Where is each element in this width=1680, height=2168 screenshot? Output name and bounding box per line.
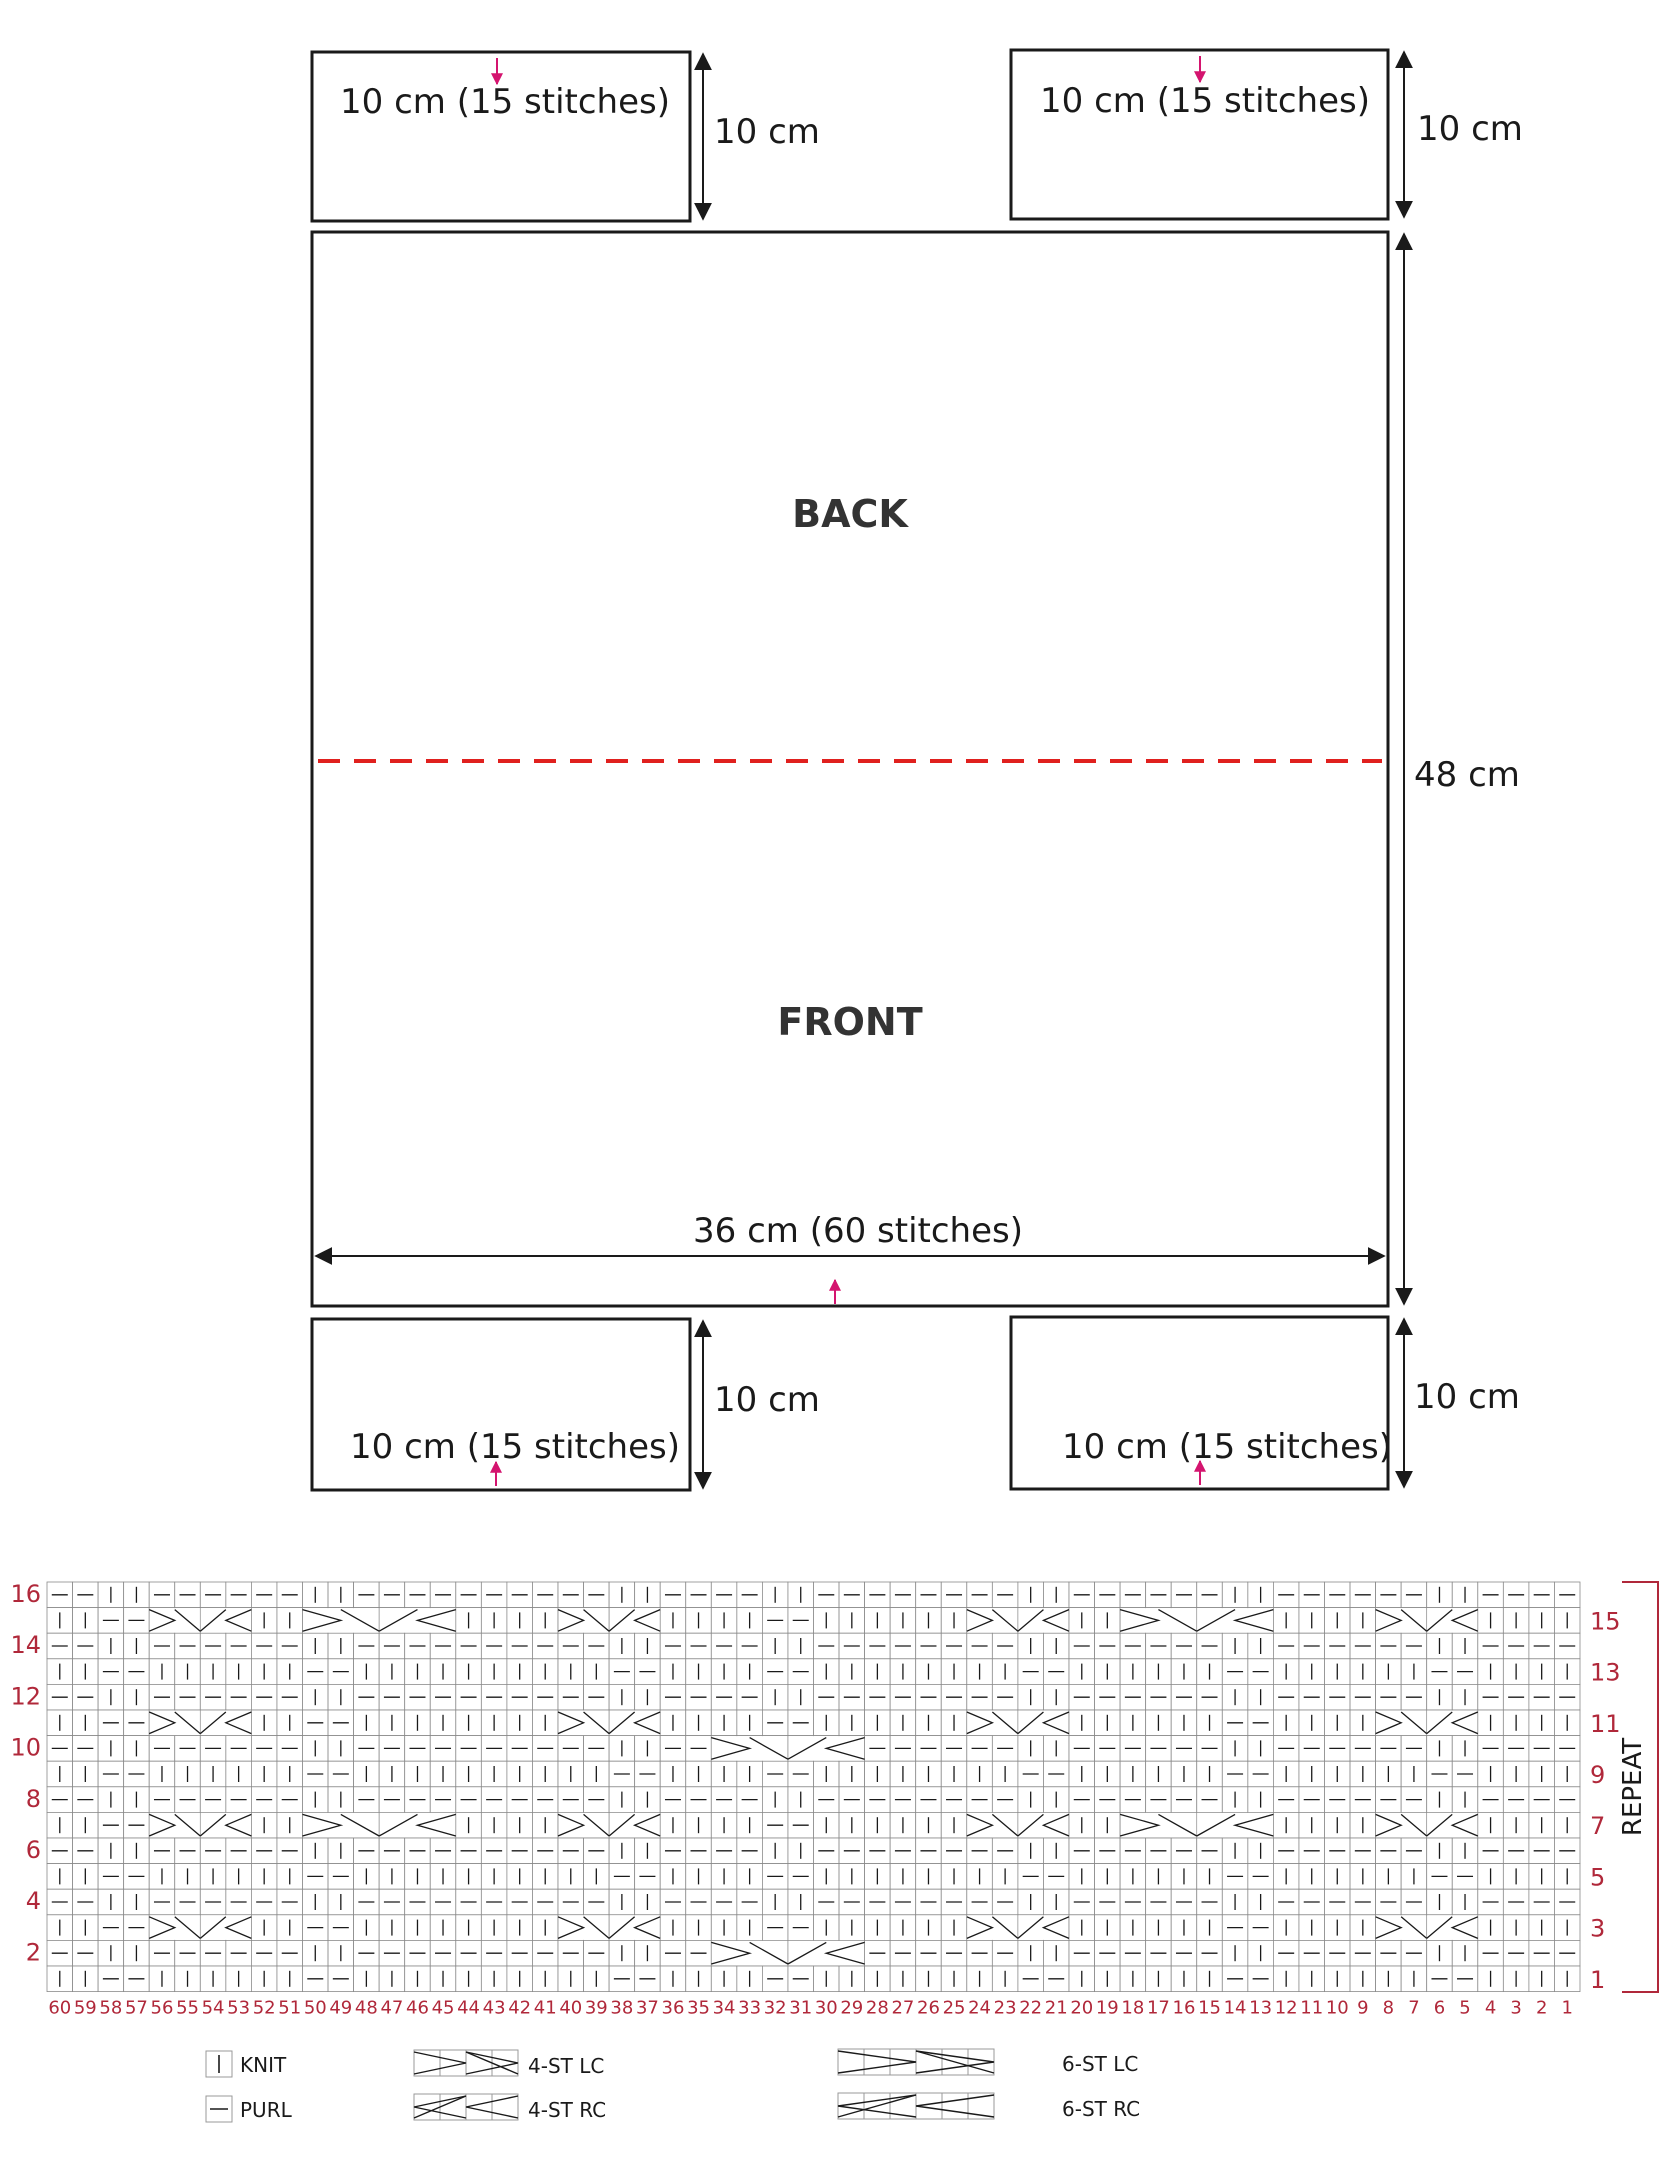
column-number: 31 — [789, 1997, 813, 2019]
column-number: 18 — [1121, 1997, 1145, 2019]
column-number: 6 — [1433, 1997, 1446, 2019]
column-number: 50 — [303, 1997, 327, 2019]
row-number-right: 5 — [1590, 1863, 1606, 1892]
column-number: 49 — [329, 1997, 353, 2019]
row-number-right: 9 — [1590, 1760, 1606, 1789]
legend-knit — [206, 2051, 287, 2077]
column-number: 44 — [457, 1997, 481, 2019]
legend-knit-label: KNIT — [240, 2053, 287, 2077]
column-number: 13 — [1249, 1997, 1273, 2019]
tab-height-label: 10 cm — [1417, 109, 1523, 149]
column-number: 55 — [176, 1997, 199, 2019]
column-number: 33 — [738, 1997, 762, 2019]
legend-swatch-cell — [942, 2093, 968, 2119]
column-number: 47 — [380, 1997, 404, 2019]
row-number-right: 3 — [1590, 1914, 1606, 1943]
column-number: 8 — [1382, 1997, 1395, 2019]
tab-width-label: 10 cm (15 stitches) — [1062, 1427, 1392, 1467]
column-number: 10 — [1325, 1997, 1349, 2019]
column-number: 56 — [150, 1997, 174, 2019]
column-number: 2 — [1535, 1997, 1548, 2019]
row-number-left: 14 — [10, 1631, 41, 1660]
schematic — [312, 50, 1523, 1490]
column-number: 38 — [610, 1997, 634, 2019]
column-number: 48 — [354, 1997, 378, 2019]
column-number: 53 — [227, 1997, 251, 2019]
back-label: BACK — [792, 492, 908, 536]
tab-top-right — [1011, 50, 1523, 219]
height-label: 48 cm — [1414, 755, 1520, 795]
column-number: 4 — [1484, 1997, 1497, 2019]
row-number-right: 1 — [1590, 1965, 1606, 1994]
stitch-chart — [10, 1580, 1658, 2019]
column-number: 27 — [891, 1997, 915, 2019]
tab-width-label: 10 cm (15 stitches) — [340, 82, 670, 122]
column-number: 21 — [1044, 1997, 1068, 2019]
legend-purl — [206, 2096, 293, 2122]
column-number: 40 — [559, 1997, 583, 2019]
row-number-left: 16 — [10, 1579, 41, 1608]
column-number: 58 — [99, 1997, 123, 2019]
column-number: 57 — [124, 1997, 148, 2019]
column-number: 20 — [1070, 1997, 1094, 2019]
tab-width-label: 10 cm (15 stitches) — [1040, 81, 1370, 121]
legend-swatch-cell — [864, 2049, 890, 2075]
legend-purl-label: PURL — [240, 2098, 292, 2122]
column-number: 25 — [942, 1997, 966, 2019]
width-label: 36 cm (60 stitches) — [693, 1211, 1023, 1251]
legend-swatch-cell — [414, 2050, 440, 2076]
legend-swatch-cell — [492, 2094, 518, 2120]
column-number: 46 — [406, 1997, 429, 2019]
chart-cells — [47, 1582, 1580, 1992]
column-number: 16 — [1172, 1997, 1196, 2019]
column-number: 26 — [917, 1997, 940, 2019]
column-number: 22 — [1019, 1997, 1043, 2019]
legend-6st-rc-label: 6-ST RC — [1062, 2097, 1141, 2121]
column-number: 35 — [687, 1997, 710, 2019]
column-number: 9 — [1357, 1997, 1369, 2019]
column-number: 24 — [968, 1997, 992, 2019]
row-number-right: 7 — [1590, 1812, 1606, 1841]
body-outline — [312, 232, 1388, 1306]
column-number: 51 — [278, 1997, 302, 2019]
legend-cables — [414, 2049, 994, 2120]
column-number: 14 — [1223, 1997, 1247, 2019]
column-number: 34 — [712, 1997, 736, 2019]
column-number: 5 — [1459, 1997, 1471, 2019]
tab-outline — [312, 52, 690, 221]
front-label: FRONT — [777, 1000, 923, 1044]
column-number: 7 — [1408, 1997, 1420, 2019]
column-number: 15 — [1198, 1997, 1221, 2019]
column-number: 37 — [635, 1997, 659, 2019]
tab-width-label: 10 cm (15 stitches) — [350, 1427, 680, 1467]
column-number: 39 — [584, 1997, 608, 2019]
column-number: 11 — [1300, 1997, 1324, 2019]
column-number: 52 — [252, 1997, 276, 2019]
column-number: 17 — [1146, 1997, 1170, 2019]
legend-4st-lc-label: 4-ST LC — [528, 2054, 605, 2078]
column-numbers — [48, 1998, 1573, 2019]
row-number-left: 4 — [25, 1887, 41, 1916]
column-number: 1 — [1561, 1997, 1573, 2019]
column-number: 42 — [508, 1997, 532, 2019]
row-number-right: 15 — [1590, 1607, 1621, 1636]
row-number-right: 13 — [1590, 1658, 1621, 1687]
column-number: 43 — [482, 1997, 506, 2019]
column-number: 59 — [73, 1997, 97, 2019]
column-number: 54 — [201, 1997, 225, 2019]
column-number: 28 — [865, 1997, 889, 2019]
column-number: 12 — [1274, 1997, 1298, 2019]
row-number-left: 2 — [25, 1938, 41, 1967]
tab-bottom-left — [312, 1319, 820, 1490]
column-number: 36 — [661, 1997, 685, 2019]
row-number-left: 12 — [10, 1682, 41, 1711]
legend-4st-rc-label: 4-ST RC — [528, 2098, 607, 2122]
column-number: 30 — [814, 1997, 838, 2019]
legend-swatch-cell — [440, 2050, 466, 2076]
row-number-right: 11 — [1590, 1709, 1621, 1738]
tab-height-label: 10 cm — [714, 112, 820, 152]
row-number-left: 10 — [10, 1733, 41, 1762]
tab-top-left — [312, 52, 820, 221]
column-number: 3 — [1510, 1997, 1522, 2019]
tab-bottom-right — [1011, 1317, 1520, 1489]
repeat-label: REPEAT — [1618, 1737, 1648, 1837]
column-number: 45 — [431, 1997, 455, 2019]
column-number: 19 — [1095, 1997, 1119, 2019]
column-number: 23 — [993, 1997, 1017, 2019]
column-number: 32 — [763, 1997, 787, 2019]
row-number-left: 8 — [25, 1784, 41, 1813]
legend-swatch-cell — [466, 2094, 492, 2120]
tab-height-label: 10 cm — [714, 1380, 820, 1420]
column-number: 41 — [533, 1997, 557, 2019]
tab-height-label: 10 cm — [1414, 1377, 1520, 1417]
row-number-left: 6 — [25, 1835, 41, 1864]
legend — [206, 2049, 1140, 2122]
column-number: 60 — [48, 1997, 72, 2019]
column-number: 29 — [840, 1997, 864, 2019]
legend-6st-lc-label: 6-ST LC — [1062, 2052, 1139, 2076]
